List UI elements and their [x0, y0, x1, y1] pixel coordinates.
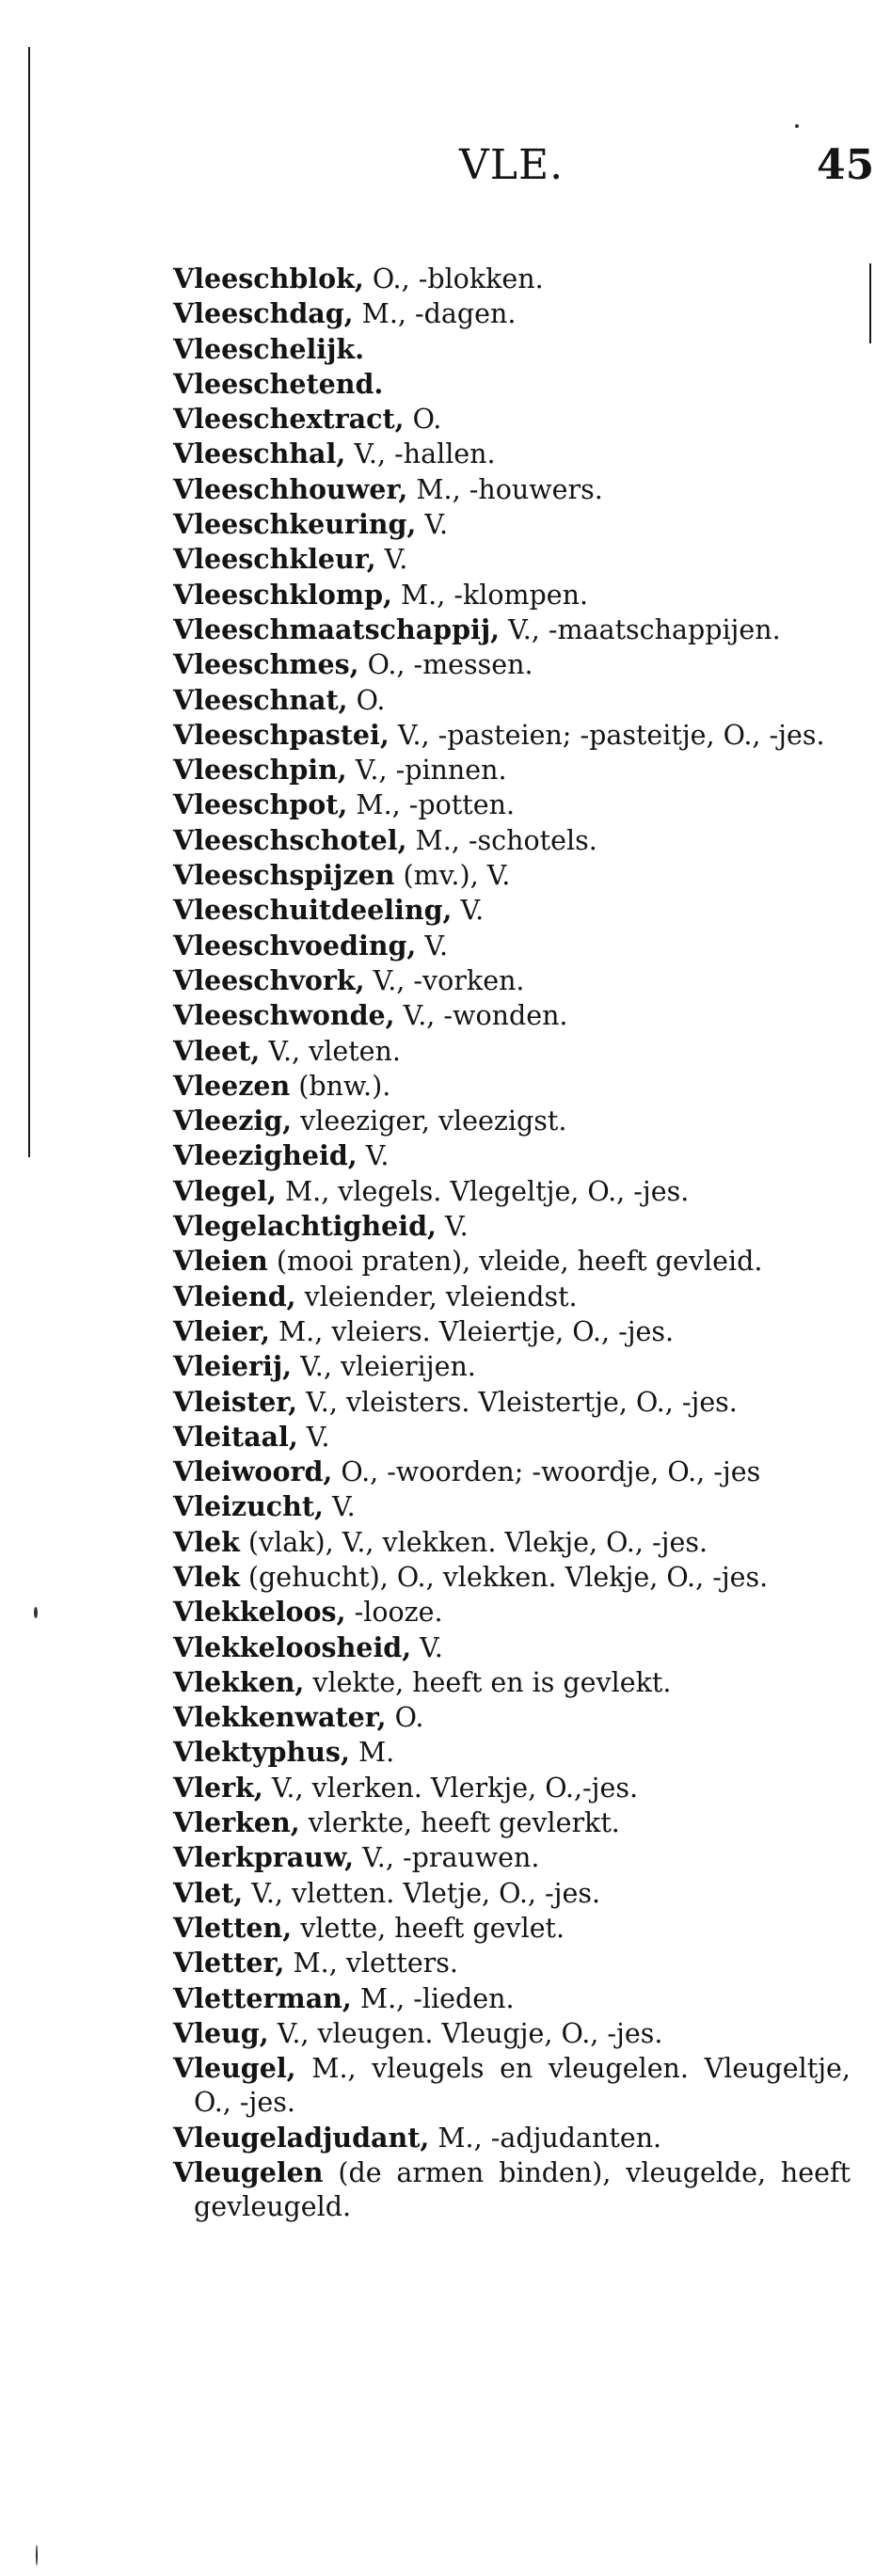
entry-headword: Vleeschspijzen: [173, 859, 395, 892]
dictionary-entry: [173, 1314, 851, 1349]
dictionary-entry: [173, 998, 851, 1033]
entry-definition: V.: [297, 1421, 330, 1453]
dictionary-entry: [173, 2155, 851, 2225]
dictionary-entry: [173, 1981, 851, 2016]
entry-definition: V., -pasteien; -pasteitje, O., -jes.: [389, 719, 825, 751]
entry-headword: Vlekkeloos,: [173, 1596, 346, 1629]
entry-headword: Vleeschblok,: [173, 262, 364, 294]
entry-definition: V., -pinnen.: [346, 755, 507, 787]
dictionary-entry: [173, 1630, 851, 1665]
entry-headword: Vleeschhouwer,: [173, 472, 408, 505]
entry-definition: V.: [375, 544, 408, 576]
dictionary-entry: [173, 1104, 851, 1138]
entry-definition: V., vleisters. Vleistertje, O., -jes.: [297, 1386, 738, 1418]
entry-definition: V., -maatschappijen.: [500, 613, 781, 645]
entry-headword: Vleeschklomp,: [173, 578, 392, 611]
dictionary-entry: [173, 2016, 851, 2051]
entry-headword: Vlet,: [173, 1876, 244, 1909]
entry-definition: O.: [386, 1702, 424, 1734]
entry-definition: V., vlerken. Vlerkje, O.,-jes.: [263, 1772, 639, 1804]
entry-definition: M.: [349, 1737, 395, 1769]
entry-headword: Vlekken,: [173, 1665, 305, 1698]
entry-headword: Vleitaal,: [173, 1420, 298, 1453]
dictionary-entry: [173, 1420, 851, 1455]
dictionary-entry: [173, 1174, 851, 1209]
dictionary-entry: [173, 1244, 851, 1279]
entry-headword: Vleezig,: [173, 1105, 293, 1137]
dictionary-entry: [173, 787, 851, 822]
entry-definition: vleeziger, vleezigst.: [292, 1105, 567, 1137]
entry-definition: M., -klompen.: [391, 579, 589, 611]
entry-definition: V.: [411, 1631, 443, 1663]
entry-headword: Vleeschhal,: [173, 437, 346, 470]
ink-speck: [34, 1607, 38, 1618]
entry-headword: Vletter,: [173, 1947, 285, 1980]
entry-definition: vlerkte, heeft gevlerkt.: [299, 1807, 620, 1839]
entry-headword: Vleeschvork,: [173, 963, 365, 996]
entry-definition: O.: [347, 684, 386, 716]
entry-headword: Vletten,: [173, 1911, 293, 1944]
right-margin-rule: [869, 263, 871, 343]
dictionary-entry: [173, 1209, 851, 1244]
dictionary-entry: [173, 1735, 851, 1770]
dictionary-entry: [173, 1595, 851, 1630]
dictionary-entry: [173, 1455, 851, 1489]
entry-headword: Vlerken,: [173, 1806, 300, 1839]
entry-headword: Vleugelen: [173, 2156, 324, 2189]
dictionary-entry: [173, 542, 851, 577]
entry-headword: Vleier,: [173, 1314, 270, 1347]
entry-definition: V., -prauwen.: [354, 1842, 540, 1874]
dictionary-entry: [173, 929, 851, 963]
dictionary-entry: [173, 1138, 851, 1173]
entry-definition: V., vleten.: [260, 1035, 401, 1067]
dictionary-entry-list: [173, 262, 851, 2225]
entry-headword: Vleizucht,: [173, 1490, 324, 1523]
entry-definition: V., -vorken.: [364, 964, 525, 996]
entry-definition: V., -hallen.: [345, 438, 496, 470]
entry-headword: Vleiwoord,: [173, 1455, 333, 1488]
entry-definition: V.: [416, 930, 449, 962]
entry-definition: (bnw.).: [290, 1070, 391, 1102]
entry-definition: vlette, heeft gevlet.: [292, 1912, 565, 1944]
entry-headword: Vleet,: [173, 1034, 261, 1067]
entry-definition: (vlak), V., vlekken. Vlekje, O., -jes.: [239, 1526, 708, 1558]
entry-definition: V., vleugen. Vleugje, O., -jes.: [268, 2017, 663, 2049]
entry-headword: Vlerk,: [173, 1771, 263, 1804]
entry-definition: O.: [404, 404, 442, 436]
dictionary-entry: [173, 893, 851, 928]
dictionary-entry: [173, 858, 851, 893]
entry-definition: O., -blokken.: [363, 263, 544, 294]
dictionary-entry: [173, 1946, 851, 1980]
running-head: VLE.: [459, 141, 565, 189]
dictionary-entry: [173, 296, 851, 331]
dictionary-entry: [173, 578, 851, 612]
entry-definition: M., vletters.: [284, 1948, 458, 1980]
entry-headword: Vleien: [173, 1245, 268, 1278]
entry-definition: M., vlegels. Vlegeltje, O., -jes.: [276, 1175, 690, 1207]
dictionary-entry: [173, 437, 851, 471]
dictionary-entry: [173, 1665, 851, 1700]
dictionary-entry: [173, 1911, 851, 1946]
entry-definition: M., -dagen.: [353, 298, 517, 330]
entry-headword: Vleeschelijk.: [173, 332, 365, 365]
dictionary-entry: [173, 1280, 851, 1314]
page-header: [0, 141, 891, 198]
entry-definition: -looze.: [345, 1597, 443, 1629]
entry-definition: O., -messen.: [358, 649, 533, 681]
entry-definition: (gehucht), O., vlekken. Vlekje, O., -jes.: [239, 1561, 769, 1593]
dictionary-entry: [173, 332, 851, 367]
dictionary-entry: [173, 963, 851, 998]
dictionary-entry: [173, 612, 851, 647]
entry-definition: V.: [357, 1140, 390, 1172]
entry-headword: Vleeschkeuring,: [173, 508, 417, 541]
entry-definition: O., -woorden; -woordje, O., -jes: [332, 1456, 761, 1488]
entry-headword: Vlerkprauw,: [173, 1841, 355, 1874]
entry-headword: Vlegel,: [173, 1174, 277, 1207]
entry-definition: vlekte, heeft en is gevlekt.: [304, 1666, 672, 1698]
entry-headword: Vleezigheid,: [173, 1139, 358, 1172]
entry-definition: V.: [416, 509, 449, 541]
dictionary-entry: [173, 367, 851, 402]
entry-headword: Vleug,: [173, 2016, 269, 2049]
entry-definition: M., vleugels en vleugelen. Vleugeltje, O., -jes.: [194, 2053, 851, 2119]
entry-headword: Vleeschschotel,: [173, 823, 407, 856]
dictionary-entry: [173, 1771, 851, 1805]
entry-headword: Vleeschpot,: [173, 788, 348, 821]
entry-headword: Vleeschwonde,: [173, 999, 395, 1032]
entry-definition: M., -adjudanten.: [429, 2122, 662, 2154]
entry-headword: Vlegelachtigheid,: [173, 1210, 437, 1243]
entry-headword: Vletterman,: [173, 1981, 352, 2014]
left-margin-rule: [28, 47, 30, 1157]
entry-headword: Vleugeladjudant,: [173, 2121, 430, 2154]
entry-definition: M., vleiers. Vleiertje, O., -jes.: [269, 1315, 675, 1347]
dictionary-entry: [173, 1805, 851, 1840]
dictionary-entry: [173, 823, 851, 858]
entry-headword: Vleeschvoeding,: [173, 929, 417, 962]
entry-headword: Vleeschdag,: [173, 297, 354, 330]
dictionary-entry: [173, 402, 851, 437]
entry-definition: M., -potten.: [347, 789, 515, 821]
entry-definition: V., -wonden.: [394, 1000, 568, 1032]
entry-headword: Vleeschpastei,: [173, 718, 390, 751]
dictionary-entry: [173, 1069, 851, 1104]
entry-headword: Vlekkenwater,: [173, 1701, 387, 1734]
entry-headword: Vleiend,: [173, 1280, 296, 1312]
entry-definition: V., vletten. Vletje, O., -jes.: [243, 1877, 601, 1909]
dictionary-entry: [173, 1489, 851, 1524]
entry-headword: Vlektyphus,: [173, 1736, 350, 1769]
entry-definition: V., vleierijen.: [292, 1351, 476, 1383]
dictionary-entry: [173, 1034, 851, 1069]
entry-definition: V.: [323, 1491, 356, 1523]
entry-headword: Vleierij,: [173, 1350, 293, 1383]
entry-headword: Vleister,: [173, 1385, 298, 1418]
entry-definition: (mv.), V.: [394, 860, 511, 892]
entry-headword: Vleeschuitdeeling,: [173, 894, 453, 927]
dictionary-entry: [173, 262, 851, 296]
dictionary-entry: [173, 1840, 851, 1875]
entry-definition: M., -lieden.: [351, 1982, 515, 2014]
entry-definition: M., -schotels.: [406, 824, 597, 856]
entry-headword: Vleezen: [173, 1069, 291, 1102]
dictionary-entry: [173, 683, 851, 718]
entry-definition: V.: [452, 895, 485, 927]
entry-definition: (mooi praten), vleide, heeft gevleid.: [267, 1246, 763, 1278]
entry-headword: Vleugel,: [173, 2052, 296, 2085]
dictionary-entry: [173, 647, 851, 682]
entry-definition: V.: [436, 1211, 469, 1243]
entry-headword: Vlek: [173, 1560, 240, 1593]
dictionary-entry: [173, 2051, 851, 2121]
dictionary-entry: [173, 753, 851, 787]
dictionary-entry: [173, 1560, 851, 1595]
dictionary-entry: [173, 472, 851, 507]
dictionary-entry: [173, 1525, 851, 1560]
entry-headword: Vleeschmaatschappij,: [173, 612, 501, 645]
dictionary-entry: [173, 1385, 851, 1420]
dictionary-entry: [173, 507, 851, 542]
dictionary-entry: [173, 1349, 851, 1384]
entry-headword: Vleeschextract,: [173, 403, 405, 436]
entry-headword: Vleeschnat,: [173, 683, 348, 716]
dictionary-entry: [173, 718, 851, 753]
dictionary-entry: [173, 1700, 851, 1735]
entry-definition: M., -houwers.: [407, 473, 603, 505]
dictionary-entry: [173, 2121, 851, 2155]
entry-headword: Vleeschmes,: [173, 648, 359, 681]
ink-speck: [795, 124, 799, 128]
ink-speck: [36, 2545, 38, 2566]
entry-headword: Vleeschkleur,: [173, 543, 376, 576]
entry-headword: Vlekkeloosheid,: [173, 1630, 412, 1663]
entry-definition: (de armen binden), vleugelde, heeft gevleugeld.: [194, 2157, 851, 2223]
entry-headword: Vleeschetend.: [173, 367, 384, 400]
dictionary-entry: [173, 1876, 851, 1911]
entry-definition: vleiender, vleiendst.: [295, 1280, 578, 1312]
entry-headword: Vleeschpin,: [173, 754, 347, 787]
entry-headword: Vlek: [173, 1525, 240, 1558]
page-number: 45: [817, 141, 875, 189]
